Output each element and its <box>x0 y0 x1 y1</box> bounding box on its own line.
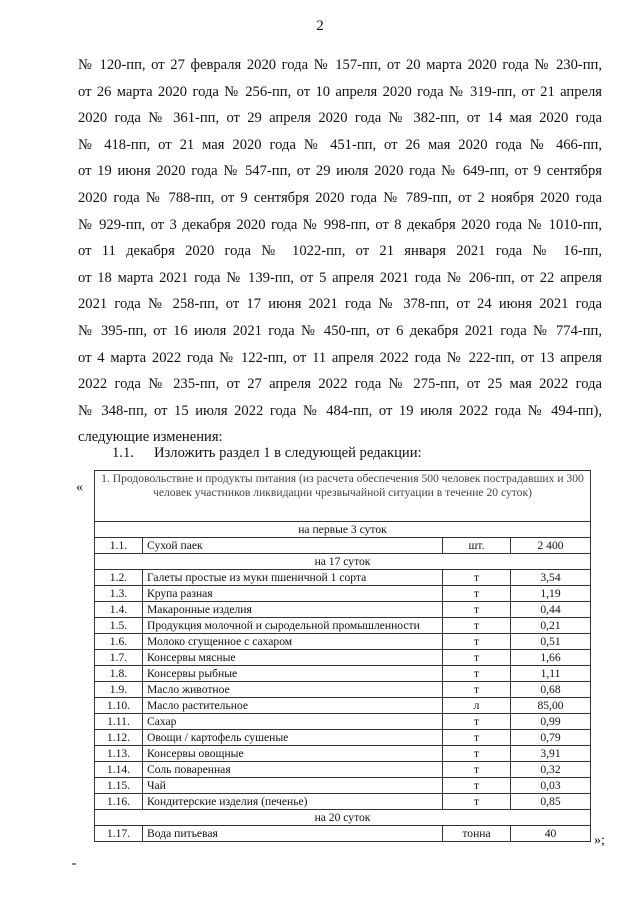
cell-name: Консервы мясные <box>143 650 443 666</box>
closing-quote: »; <box>594 833 605 848</box>
cell-num: 1.11. <box>95 714 143 730</box>
cell-qty: 1,19 <box>511 586 591 602</box>
cell-name: Крупа разная <box>143 586 443 602</box>
table-row <box>95 586 591 602</box>
cell-unit: шт. <box>443 538 511 554</box>
table-row <box>95 730 591 746</box>
section-3-days: на первые 3 суток <box>95 522 591 538</box>
table-header: 1. Продовольствие и продукты питания (из расчета обеспечения 500 человек пострадавших и 300 человек участников ликвидации чрезвычайной ситуации в течение 20 суток) <box>95 471 591 522</box>
cell-qty: 85,00 <box>511 698 591 714</box>
cell-qty: 0,44 <box>511 602 591 618</box>
cell-num: 1.13. <box>95 746 143 762</box>
table-row <box>95 778 591 794</box>
rows-17-days <box>95 570 591 810</box>
cell-unit: т <box>443 618 511 634</box>
cell-name: Консервы рыбные <box>143 666 443 682</box>
cell-num: 1.9. <box>95 682 143 698</box>
body-line: № 418-пп, от 21 мая 2020 года № 451-пп, от 26 мая 2020 года № 466-пп, <box>78 136 602 153</box>
cell-unit: т <box>443 634 511 650</box>
cell-unit: тонна <box>443 826 511 842</box>
section-row <box>95 554 591 570</box>
cell-num: 1.4. <box>95 602 143 618</box>
cell-name: Масло животное <box>143 682 443 698</box>
cell-unit: л <box>443 698 511 714</box>
table-row <box>95 698 591 714</box>
cell-unit: т <box>443 602 511 618</box>
table-row <box>95 762 591 778</box>
body-line: 2021 года № 258-пп, от 17 июня 2021 года № 378-пп, от 24 июня 2021 года <box>78 296 602 313</box>
cell-qty: 0,79 <box>511 730 591 746</box>
section-20-days: на 20 суток <box>95 810 591 826</box>
body-line: от 19 июня 2020 года № 547-пп, от 29 июля 2020 года № 649-пп, от 9 сентября <box>78 163 602 180</box>
cell-qty: 0,85 <box>511 794 591 810</box>
cell-qty: 0,68 <box>511 682 591 698</box>
body-text <box>78 52 602 451</box>
cell-qty: 40 <box>511 826 591 842</box>
table-row <box>95 682 591 698</box>
cell-name: Чай <box>143 778 443 794</box>
cell-num: 1.15. <box>95 778 143 794</box>
cell-name: Сахар <box>143 714 443 730</box>
cell-name: Вода питьевая <box>143 826 443 842</box>
cell-qty: 0,32 <box>511 762 591 778</box>
cell-unit: т <box>443 682 511 698</box>
rows-20-days <box>95 826 591 842</box>
body-line: 2020 года № 788-пп, от 9 сентября 2020 года № 789-пп, от 2 ноября 2020 года <box>78 189 602 206</box>
table-row <box>95 618 591 634</box>
table-row <box>95 650 591 666</box>
cell-num: 1.12. <box>95 730 143 746</box>
supplies-table <box>94 470 591 842</box>
section-row <box>95 810 591 826</box>
cell-name: Продукция молочной и сыродельной промышленности <box>143 618 443 634</box>
cell-num: 1.10. <box>95 698 143 714</box>
body-line: 2020 года № 361-пп, от 29 апреля 2020 года № 382-пп, от 14 мая 2020 года <box>78 110 602 127</box>
section-17-days: на 17 суток <box>95 554 591 570</box>
cell-unit: т <box>443 714 511 730</box>
cell-qty: 2 400 <box>511 538 591 554</box>
body-line: следующие изменения: <box>78 429 223 446</box>
cell-name: Галеты простые из муки пшеничной 1 сорта <box>143 570 443 586</box>
clause-number: 1.1. <box>112 445 134 461</box>
cell-unit: т <box>443 730 511 746</box>
cell-qty: 3,54 <box>511 570 591 586</box>
cell-qty: 0,99 <box>511 714 591 730</box>
scan-mark <box>72 863 76 865</box>
cell-name: Соль поваренная <box>143 762 443 778</box>
clause-1-1 <box>112 445 422 462</box>
cell-name: Молоко сгущенное с сахаром <box>143 634 443 650</box>
cell-name: Масло растительное <box>143 698 443 714</box>
table-row <box>95 666 591 682</box>
cell-unit: т <box>443 778 511 794</box>
cell-name: Сухой паек <box>143 538 443 554</box>
cell-num: 1.5. <box>95 618 143 634</box>
cell-qty: 0,21 <box>511 618 591 634</box>
table-row <box>95 570 591 586</box>
body-line: от 26 марта 2020 года № 256-пп, от 10 апреля 2020 года № 319-пп, от 21 апреля <box>78 83 602 100</box>
table-row <box>95 826 591 842</box>
cell-qty: 1,66 <box>511 650 591 666</box>
body-line: № 120-пп, от 27 февраля 2020 года № 157-пп, от 20 марта 2020 года № 230-пп, <box>78 57 602 73</box>
body-line: № 348-пп, от 15 июля 2022 года № 484-пп, от 19 июля 2022 года № 494-пп), <box>78 402 602 419</box>
table-row <box>95 602 591 618</box>
cell-num: 1.8. <box>95 666 143 682</box>
cell-unit: т <box>443 762 511 778</box>
cell-unit: т <box>443 650 511 666</box>
cell-num: 1.6. <box>95 634 143 650</box>
body-line: от 18 марта 2021 года № 139-пп, от 5 апреля 2021 года № 206-пп, от 22 апреля <box>78 269 602 286</box>
cell-unit: т <box>443 570 511 586</box>
section-row <box>95 522 591 538</box>
cell-name: Консервы овощные <box>143 746 443 762</box>
page-number: 2 <box>316 18 324 34</box>
table-row <box>95 714 591 730</box>
table-row <box>95 794 591 810</box>
cell-unit: т <box>443 586 511 602</box>
cell-num: 1.7. <box>95 650 143 666</box>
cell-num: 1.16. <box>95 794 143 810</box>
body-line: от 11 декабря 2020 года № 1022-пп, от 21 января 2021 года № 16-пп, <box>78 243 602 260</box>
cell-num: 1.14. <box>95 762 143 778</box>
cell-num: 1.2. <box>95 570 143 586</box>
cell-num: 1.3. <box>95 586 143 602</box>
table-header-row <box>95 471 591 522</box>
cell-qty: 0,03 <box>511 778 591 794</box>
rows-3-days <box>95 538 591 554</box>
cell-unit: т <box>443 746 511 762</box>
body-line: № 929-пп, от 3 декабря 2020 года № 998-пп, от 8 декабря 2020 года № 1010-пп, <box>78 216 602 233</box>
cell-qty: 1,11 <box>511 666 591 682</box>
table-row <box>95 634 591 650</box>
cell-name: Кондитерские изделия (печенье) <box>143 794 443 810</box>
cell-name: Макаронные изделия <box>143 602 443 618</box>
cell-qty: 3,91 <box>511 746 591 762</box>
cell-qty: 0,51 <box>511 634 591 650</box>
cell-unit: т <box>443 794 511 810</box>
cell-num: 1.1. <box>95 538 143 554</box>
clause-text: Изложить раздел 1 в следующей редакции: <box>154 445 422 461</box>
cell-name: Овощи / картофель сушеные <box>143 730 443 746</box>
table-row <box>95 538 591 554</box>
body-line: № 395-пп, от 16 июля 2021 года № 450-пп, от 6 декабря 2021 года № 774-пп, <box>78 322 602 339</box>
table-row <box>95 746 591 762</box>
body-line: от 4 марта 2022 года № 122-пп, от 11 апреля 2022 года № 222-пп, от 13 апреля <box>78 349 602 366</box>
cell-unit: т <box>443 666 511 682</box>
opening-quote: « <box>76 480 83 495</box>
cell-num: 1.17. <box>95 826 143 842</box>
body-line: 2022 года № 235-пп, от 27 апреля 2022 года № 275-пп, от 25 мая 2022 года <box>78 376 602 393</box>
